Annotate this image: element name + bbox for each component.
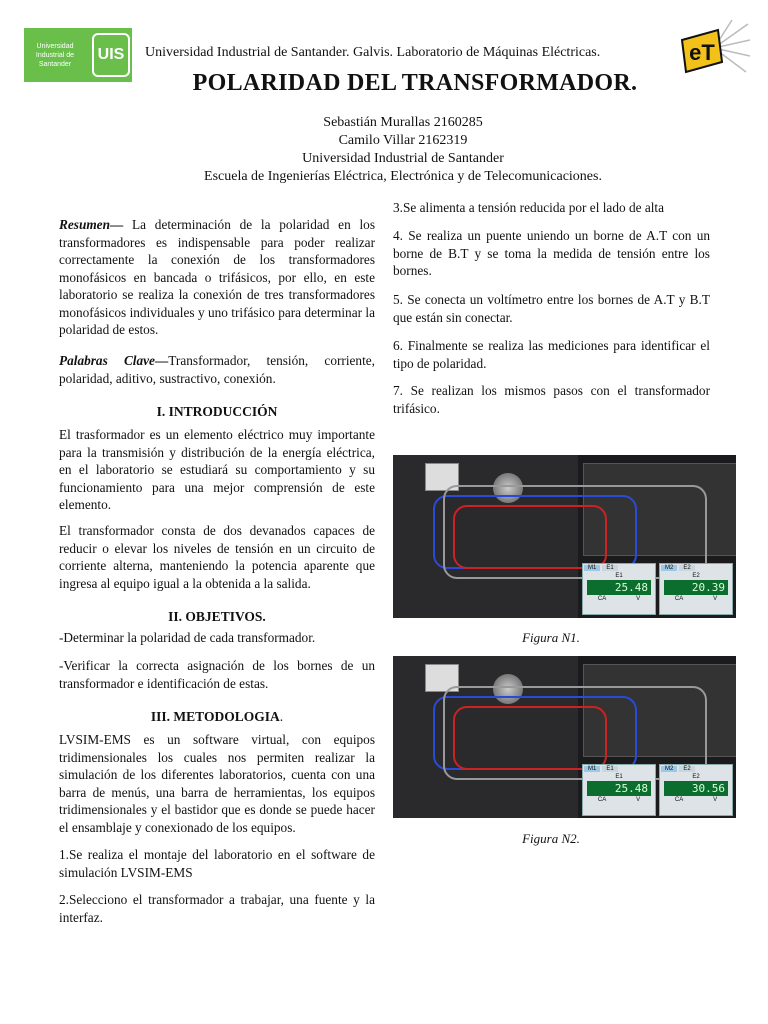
meter-tab-m1: M1: [584, 565, 600, 571]
meter-unit-ca: CA: [674, 596, 684, 602]
meter-tab-e2: E2: [679, 565, 694, 571]
meter-name: E1: [615, 573, 623, 579]
metodologia-heading-text: III. METODOLOGIA: [150, 709, 280, 724]
figure-1-image: [393, 455, 736, 618]
objetivo-2: -Verificar la correcta asignación de los bornes de un transformador e identificación de estas.: [59, 658, 375, 691]
school: Escuela de Ingenierías Eléctrica, Electrónica y de Telecomunicaciones.: [204, 169, 602, 184]
metodologia-paragraph: LVSIM-EMS es un software virtual, con equipos tridimensionales los cuales nos permiten realizar la simulación de los diferentes laboratorios, cuenta con una barra de menús, una barra de herramientas, los equipos tridimensionales y el bastidor que es donde se puede hacer el ensamblaje y conexionado de los equipos.: [59, 732, 375, 835]
meter-tab-e1: E1: [602, 565, 617, 571]
step-7: 7. Se realizan los mismos pasos con el transformador trifásico.: [393, 383, 710, 416]
keywords: [59, 352, 375, 387]
section-heading-objetivos: II. OBJETIVOS.: [168, 609, 266, 624]
meter-tab-m2: M2: [661, 766, 677, 772]
step-2: 2.Selecciono el transformador a trabajar, una fuente y la interfaz.: [59, 892, 375, 925]
meter-tab-e2: E2: [679, 766, 694, 772]
section-heading-intro: I. INTRODUCCIÓN: [156, 404, 278, 419]
meter-display: 25.48: [587, 781, 651, 796]
meter-unit-v: V: [713, 797, 718, 803]
et-logo: [674, 18, 750, 78]
figure-2-image: [393, 656, 736, 818]
section-heading-metodologia: [59, 708, 375, 726]
intro-paragraph-1: El trasformador es un elemento eléctrico muy importante para la transmisión y distribución de la energía eléctrica, en el laboratorio se estudiará su comportamiento y su funcionamiento para una mejor comprensión de este elemento.: [59, 427, 375, 512]
et-logo-mark: eT: [689, 40, 715, 65]
meter-name: E2: [692, 573, 700, 579]
step-1: 1.Se realiza el montaje del laboratorio en el software de simulación LVSIM-EMS: [59, 847, 375, 880]
meter-unit-ca: CA: [597, 596, 607, 602]
step-3: 3.Se alimenta a tensión reducida por el lado de alta: [393, 200, 665, 215]
meter-display: 30.56: [664, 781, 728, 796]
abstract-label: Resumen—: [59, 217, 124, 232]
meter-e2: [659, 764, 733, 816]
metodologia-heading-suffix: .: [279, 709, 284, 724]
meter-name: E1: [615, 774, 623, 780]
objetivo-1: -Determinar la polaridad de cada transformador.: [59, 630, 316, 645]
header-affiliation: Universidad Industrial de Santander. Galvis. Laboratorio de Máquinas Eléctricas.: [145, 45, 601, 60]
meter-e2: [659, 563, 733, 615]
meter-unit-v: V: [636, 596, 641, 602]
author-block: [0, 114, 768, 186]
meter-display: 25.48: [587, 580, 651, 595]
step-5: 5. Se conecta un voltímetro entre los bornes de A.T y B.T que están sin conectar.: [393, 292, 710, 325]
figure-1-caption: Figura N1.: [522, 630, 580, 645]
intro-paragraph-2: El transformador consta de dos devanados capaces de reducir o elevar los niveles de tensión en un circuito de corriente alterna, manteniendo la potencia aparente que ingresa al equipo igual a la obtenida a la salida.: [59, 523, 375, 591]
paper-title: POLARIDAD DEL TRANSFORMADOR.: [192, 70, 638, 96]
step-4: 4. Se realiza un puente uniendo un borne de A.T con un borne de B.T y se toma la medida de tensión entre los bornes.: [393, 228, 710, 278]
abstract: [59, 216, 375, 339]
meter-name: E2: [692, 774, 700, 780]
meter-unit-ca: CA: [674, 797, 684, 803]
author-2: Camilo Villar 2162319: [338, 133, 468, 148]
author-1: Sebastián Murallas 2160285: [323, 115, 483, 130]
figure-2-caption: Figura N2.: [522, 831, 580, 846]
meter-e1: [582, 563, 656, 615]
uis-logo-mark: UIS: [92, 33, 130, 77]
keywords-text: Transformador, tensión, corriente, polaridad, aditivo, sustractivo, conexión.: [59, 353, 376, 386]
meter-tab-e1: E1: [602, 766, 617, 772]
uis-logo-text: Universidad Industrial de Santander: [35, 42, 75, 68]
step-6: 6. Finalmente se realiza las mediciones para identificar el tipo de polaridad.: [393, 338, 710, 371]
meter-unit-ca: CA: [597, 797, 607, 803]
meter-unit-v: V: [636, 797, 641, 803]
meter-e1: [582, 764, 656, 816]
meter-unit-v: V: [713, 596, 718, 602]
abstract-text: La determinación de la polaridad en los transformadores es indispensable para poder realizar correctamente la conexión de los transformadores monofásicos en bancada o trifásicos, por ello, en este laboratorio se realiza la conexión de tres transformadores monofásicos individuales y uno trifásico para determinar la polaridad de estos.: [59, 217, 375, 337]
affiliation: Universidad Industrial de Santander: [302, 151, 504, 166]
keywords-label: Palabras Clave—: [59, 353, 169, 368]
meter-tab-m2: M2: [661, 565, 677, 571]
meter-display: 20.39: [664, 580, 728, 595]
meter-tab-m1: M1: [584, 766, 600, 772]
